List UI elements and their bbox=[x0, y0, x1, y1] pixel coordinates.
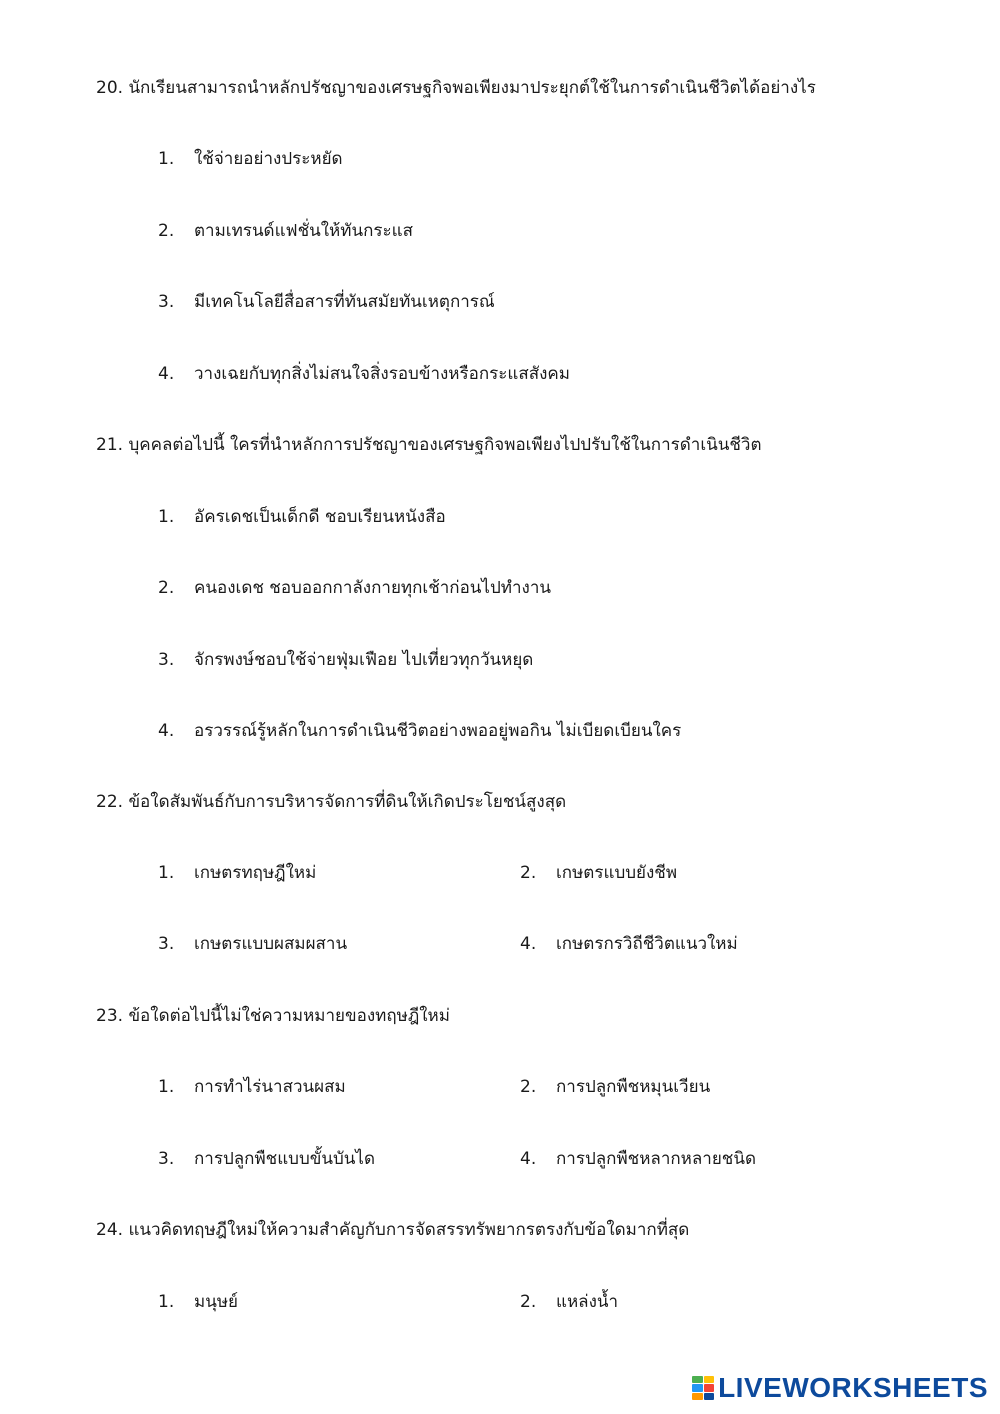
option-number: 2. bbox=[520, 863, 537, 883]
q23-option-3[interactable] bbox=[158, 1147, 375, 1171]
liveworksheets-logo-icon bbox=[692, 1376, 714, 1400]
option-text: เกษตรทฤษฎีใหม่ bbox=[194, 863, 317, 883]
option-text: จักรพงษ์ชอบใช้จ่ายฟุ่มเฟือย ไปเที่ยวทุกวันหยุด bbox=[194, 650, 534, 670]
option-number: 4. bbox=[158, 721, 175, 741]
option-text: อัครเดชเป็นเด็กดี ชอบเรียนหนังสือ bbox=[194, 507, 446, 527]
q24-option-1[interactable] bbox=[158, 1290, 238, 1314]
q20-option-1[interactable] bbox=[158, 147, 343, 171]
option-number: 1. bbox=[158, 507, 175, 527]
question-20: 20. นักเรียนสามารถนำหลักปรัชญาของเศรษฐกิจพอเพียงมาประยุกต์ใช้ในการดำเนินชีวิตได้อย่างไร bbox=[96, 78, 816, 98]
option-number: 3. bbox=[158, 934, 175, 954]
option-number: 1. bbox=[158, 1077, 175, 1097]
option-text: การปลูกพืชแบบขั้นบันได bbox=[194, 1149, 375, 1169]
option-text: มนุษย์ bbox=[194, 1292, 238, 1312]
option-number: 2. bbox=[520, 1077, 537, 1097]
option-text: การปลูกพืชหมุนเวียน bbox=[556, 1077, 711, 1097]
q20-option-3[interactable] bbox=[158, 290, 495, 314]
option-number: 3. bbox=[158, 650, 175, 670]
option-text: เกษตรแบบผสมผสาน bbox=[194, 934, 348, 954]
option-number: 4. bbox=[158, 364, 175, 384]
q22-option-3[interactable] bbox=[158, 932, 347, 956]
option-number: 4. bbox=[520, 1149, 537, 1169]
option-number: 2. bbox=[158, 578, 175, 598]
q21-option-1[interactable] bbox=[158, 505, 446, 529]
option-text: คนองเดช ชอบออกกาลังกายทุกเช้าก่อนไปทำงาน bbox=[194, 578, 551, 598]
option-text: มีเทคโนโลยีสื่อสารที่ทันสมัยทันเหตุการณ์ bbox=[194, 292, 495, 312]
q21-option-3[interactable] bbox=[158, 648, 533, 672]
option-number: 2. bbox=[158, 221, 175, 241]
option-number: 3. bbox=[158, 292, 175, 312]
option-number: 2. bbox=[520, 1292, 537, 1312]
liveworksheets-logo bbox=[692, 1372, 988, 1404]
option-number: 3. bbox=[158, 1149, 175, 1169]
option-number: 4. bbox=[520, 934, 537, 954]
option-text: วางเฉยกับทุกสิ่งไม่สนใจสิ่งรอบข้างหรือกระแสสังคม bbox=[194, 364, 570, 384]
option-text: เกษตรแบบยังชีพ bbox=[556, 863, 678, 883]
q23-option-2[interactable] bbox=[520, 1075, 710, 1099]
question-22: 22. ข้อใดสัมพันธ์กับการบริหารจัดการที่ดินให้เกิดประโยชน์สูงสุด bbox=[96, 792, 567, 812]
option-number: 1. bbox=[158, 1292, 175, 1312]
option-text: อรวรรณ์รู้หลักในการดำเนินชีวิตอย่างพออยู่พอกิน ไม่เบียดเบียนใคร bbox=[194, 721, 682, 741]
option-number: 1. bbox=[158, 149, 175, 169]
option-text: แหล่งน้ำ bbox=[556, 1292, 619, 1312]
q20-option-4[interactable] bbox=[158, 362, 570, 386]
q23-option-4[interactable] bbox=[520, 1147, 756, 1171]
option-text: การทำไร่นาสวนผสม bbox=[194, 1077, 346, 1097]
q22-option-1[interactable] bbox=[158, 861, 316, 885]
option-text: ตามเทรนด์แฟชั่นให้ทันกระแส bbox=[194, 221, 413, 241]
q22-option-4[interactable] bbox=[520, 932, 738, 956]
option-text: ใช้จ่ายอย่างประหยัด bbox=[194, 149, 343, 169]
q24-option-2[interactable] bbox=[520, 1290, 618, 1314]
option-text: เกษตรกรวิถีชีวิตแนวใหม่ bbox=[556, 934, 738, 954]
q20-option-2[interactable] bbox=[158, 219, 413, 243]
option-text: การปลูกพืชหลากหลายชนิด bbox=[556, 1149, 757, 1169]
q21-option-2[interactable] bbox=[158, 576, 551, 600]
q22-option-2[interactable] bbox=[520, 861, 677, 885]
logo-text: LIVEWORKSHEETS bbox=[718, 1372, 988, 1403]
question-23: 23. ข้อใดต่อไปนี้ไม่ใช่ความหมายของทฤษฎีใหม่ bbox=[96, 1006, 450, 1026]
q21-option-4[interactable] bbox=[158, 719, 681, 743]
q23-option-1[interactable] bbox=[158, 1075, 346, 1099]
option-number: 1. bbox=[158, 863, 175, 883]
question-21: 21. บุคคลต่อไปนี้ ใครที่นำหลักการปรัชญาของเศรษฐกิจพอเพียงไปปรับใช้ในการดำเนินชีวิต bbox=[96, 435, 762, 455]
question-24: 24. แนวคิดทฤษฎีใหม่ให้ความสำคัญกับการจัดสรรทรัพยากรตรงกับข้อใดมากที่สุด bbox=[96, 1220, 690, 1240]
